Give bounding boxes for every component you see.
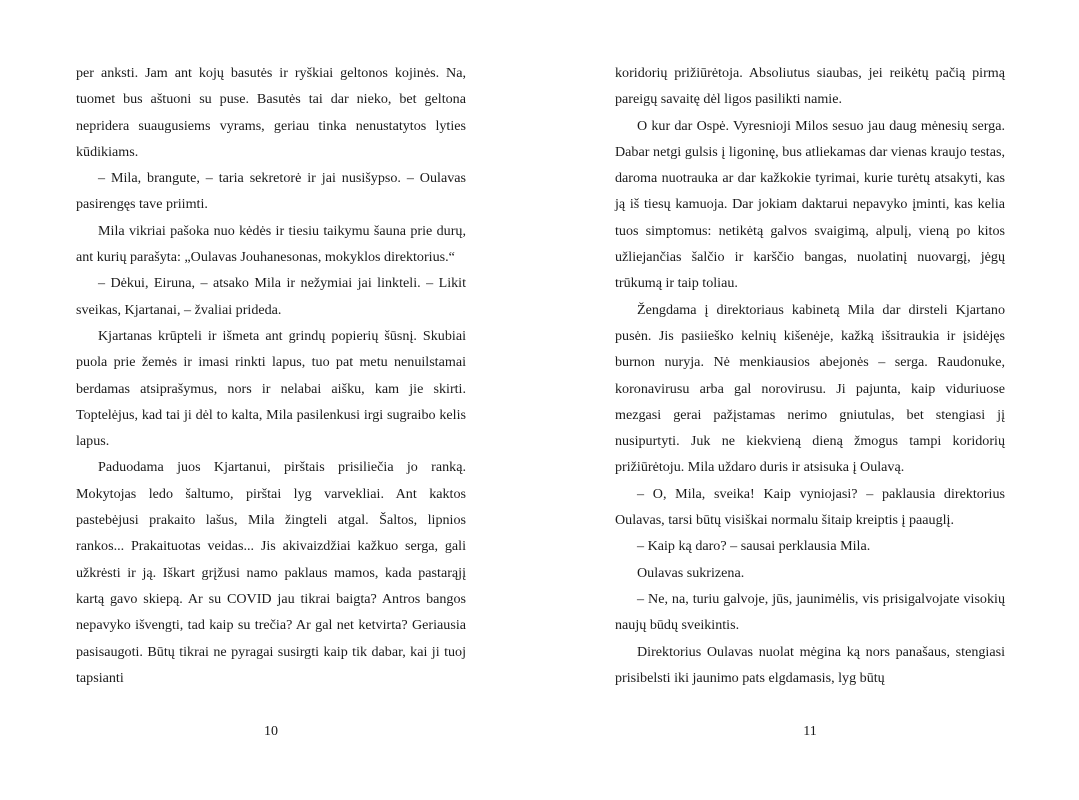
paragraph: koridorių prižiūrėtoja. Absoliutus siaubas, jei reikėtų pačią pirmą pareigų savaitę dėl ligos pasilikti namie.: [615, 65, 1005, 108]
paragraph: – Kaip ką daro? – sausai perklausia Mila.: [637, 538, 871, 555]
paragraph: O kur dar Ospė. Vyresnioji Milos sesuo jau daug mėnesių serga. Dabar netgi gulsis į ligoninę, bus atliekamas dar vienas kraujo testas, daroma nuotrauka ar dar kažkokie tyrimai, kurie turėtų atsakyti, kas ją iš tiesų kamuoja. Dar jokiam daktarui nepavyko įminti, kas kelia tuos simptomus: netikėtą galvos svaigimą, alpulį, vieną po kitos užliejančias šalčio ir karščio bangas, nuolatinį nuovargį, jėgų trūkumą ir taip toliau.: [615, 117, 1005, 292]
page-number-right: 11: [803, 724, 817, 739]
right-page-text: [615, 60, 1005, 691]
paragraph: Mila vikriai pašoka nuo kėdės ir tiesiu taikymu šauna prie durų, ant kurių parašyta: „Oulavas Jouhanesonas, mokyklos direktorius.“: [76, 222, 466, 266]
paragraph: – Mila, brangute, – taria sekretorė ir jai nusišypso. – Oulavas pasirengęs tave priimti.: [76, 170, 466, 213]
paragraph: – Dėkui, Eiruna, – atsako Mila ir nežymiai jai linkteli. – Likit sveikas, Kjartanai, – žvaliai prideda.: [76, 275, 466, 318]
left-page-text: [76, 60, 466, 691]
paragraph: Oulavas sukrizena.: [637, 564, 745, 581]
paragraph: Paduodama juos Kjartanui, pirštais prisiliečia jo ranką. Mokytojas ledo šaltumo, pirštai lyg varvekliai. Ant kaktos pastebėjusi prakaito lašus, Mila žingteli atgal. Šaltos, lipnios rankos... Prakaituotas veidas... Jis akivaizdžiai kažkuo serga, gali užkrėsti ir ją. Iškart grįžusi namo paklaus mamos, kada pastarąjį kartą gavo skiepą. Ar su COVID jau tikrai baigta? Antros bangos nepavyko išvengti, tad kaip su trečia? Ar gal net ketvirta? Geriausia pasisaugoti. Būtų tikrai ne pyragai susirgti kaip tik dabar, kai ji tuoj tapsianti: [76, 459, 466, 686]
paragraph: – O, Mila, sveika! Kaip vyniojasi? – paklausia direktorius Oulavas, tarsi būtų visiškai normalu šitaip kreiptis į paauglį.: [615, 485, 1005, 529]
paragraph: Žengdama į direktoriaus kabinetą Mila dar dirsteli Kjartano pusėn. Jis pasiieško kelnių kišenėje, kažką išsitraukia ir įsidėjęs burnon nuryja. Nė menkiausios abejonės – serga. Raudonuke, koronavirusu arba gal norovirusu. Ji pajunta, kaip viduriuose mezgasi gerai pažįstamas nerimo gniutulas, bet stengiasi jį nusipurtyti. Juk ne kiekvieną dieną žmogus tampi koridorių prižiūrėtoju. Mila uždaro duris ir atsisuka į Oulavą.: [615, 301, 1005, 476]
paragraph: – Ne, na, turiu galvoje, jūs, jaunimėlis, vis prisigalvojate visokių naujų būdų sveikintis.: [615, 590, 1005, 634]
paragraph: Kjartanas krūpteli ir išmeta ant grindų popierių šūsnį. Skubiai puola prie žemės ir imasi rinkti lapus, tuo pat metu nenuilstamai berdamas atsiprašymus, nors ir nelabai aišku, kam jie skirti. Toptelėjus, kad tai ji dėl to kalta, Mila pasilenkusi irgi sugraibo kelis lapus.: [76, 327, 466, 450]
paragraph: Direktorius Oulavas nuolat mėgina ką nors panašaus, stengiasi prisibelsti iki jaunimo pats elgdamasis, lyg būtų: [615, 643, 1005, 686]
left-page: [76, 60, 466, 691]
paragraph: per anksti. Jam ant kojų basutės ir ryškiai geltonos kojinės. Na, tuomet bus aštuoni su puse. Basutės tai dar nieko, bet geltona nepridera suaugusiems vyrams, geriau tinka nenustatytos lyties kūdikiams.: [76, 65, 466, 160]
right-page: [615, 60, 1005, 691]
page-number-left: 10: [264, 724, 278, 739]
